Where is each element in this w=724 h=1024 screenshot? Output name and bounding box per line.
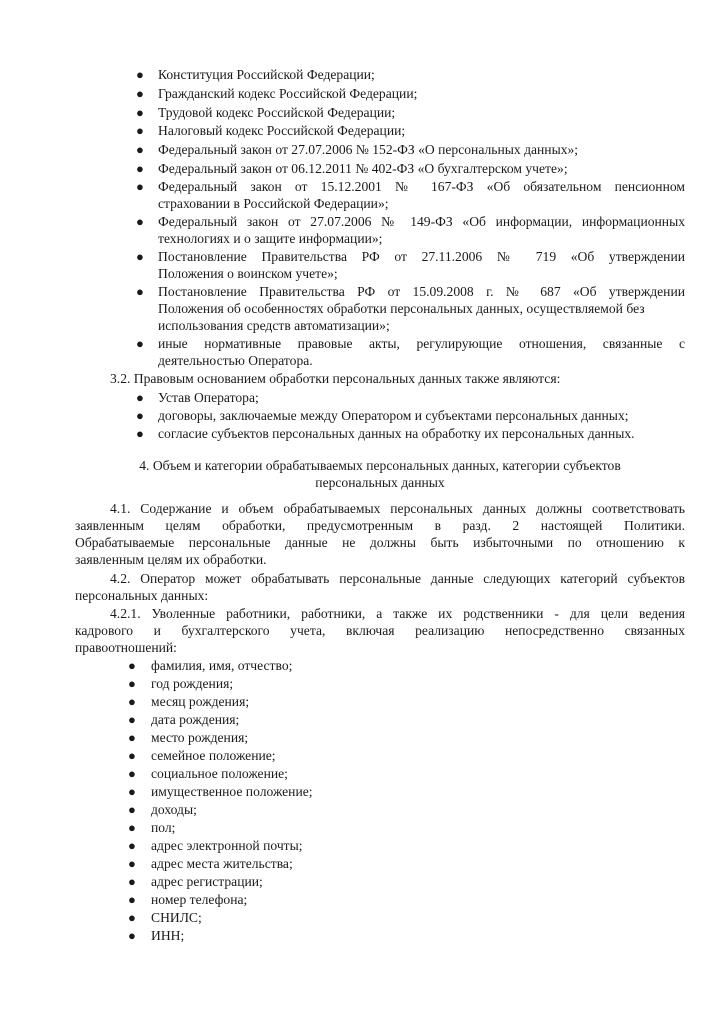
paragraph-line: персональных данных: [75, 588, 209, 603]
list-item: место рождения; [151, 730, 249, 745]
list-item-continuation: использования средств автоматизации»; [158, 318, 390, 333]
list-item: дата рождения; [151, 712, 240, 727]
paragraph-line: 4.2.1. Уволенные работники, работники, а также их родственники - для цели ведения [110, 606, 685, 621]
list-item: Федеральный закон от 27.07.2006 № 152-ФЗ «О персональных данных»; [158, 142, 579, 157]
bullet-icon: ● [128, 748, 136, 763]
list-item-continuation: деятельностью Оператора. [158, 353, 313, 368]
bullet-icon: ● [128, 802, 136, 817]
list-item: адрес электронной почты; [151, 838, 303, 853]
list-item: адрес места жительства; [151, 856, 293, 871]
bullet-icon: ● [128, 712, 136, 727]
list-item: год рождения; [151, 676, 234, 691]
list-item: Налоговый кодекс Российской Федерации; [158, 123, 406, 138]
list-item: Постановление Правительства РФ от 27.11.2006 № 719 «Об утверждении [158, 249, 685, 264]
bullet-icon: ● [136, 105, 144, 120]
bullet-icon: ● [128, 694, 136, 709]
list-item: Федеральный закон от 15.12.2001 № 167-ФЗ «Об обязательном пенсионном [158, 179, 685, 194]
bullet-icon: ● [136, 249, 144, 264]
paragraph-line: 4.2. Оператор может обрабатывать персональные данные следующих категорий субъектов [110, 571, 685, 586]
list-item-continuation: технологиях и о защите информации»; [158, 231, 383, 246]
list-item: месяц рождения; [151, 694, 250, 709]
bullet-icon: ● [136, 86, 144, 101]
bullet-icon: ● [136, 390, 144, 405]
paragraph-line: кадрового и бухгалтерского учета, включая реализацию непосредственно связанных [75, 623, 685, 638]
bullet-icon: ● [128, 910, 136, 925]
paragraph-line: заявленным целям их обработки. [75, 552, 267, 567]
bullet-icon: ● [136, 284, 144, 299]
list-item: согласие субъектов персональных данных на обработку их персональных данных. [158, 426, 635, 441]
bullet-icon: ● [128, 658, 136, 673]
list-item: доходы; [151, 802, 197, 817]
list-item-continuation: страховании в Российской Федерации»; [158, 196, 389, 211]
paragraph-line: Обрабатываемые персональные данные не должны быть избыточными по отношению к [75, 535, 685, 550]
bullet-icon: ● [136, 426, 144, 441]
list-item: Устав Оператора; [158, 390, 259, 405]
section-3-2-intro: 3.2. Правовым основанием обработки персональных данных также являются: [110, 371, 561, 386]
section-4-heading-line2: персональных данных [315, 475, 445, 490]
bullet-icon: ● [128, 784, 136, 799]
bullet-icon: ● [128, 874, 136, 889]
bullet-icon: ● [136, 179, 144, 194]
list-item: Федеральный закон от 27.07.2006 № 149-ФЗ «Об информации, информационных [158, 214, 685, 229]
bullet-icon: ● [136, 67, 144, 82]
bullet-icon: ● [128, 820, 136, 835]
section-4-heading: 4. Объем и категории обрабатываемых персональных данных, категории субъектов [139, 458, 621, 473]
bullet-icon: ● [136, 142, 144, 157]
paragraph-line: правоотношений: [75, 640, 177, 655]
list-item: договоры, заключаемые между Оператором и субъектами персональных данных; [158, 408, 629, 423]
list-item: Федеральный закон от 06.12.2011 № 402-ФЗ «О бухгалтерском учете»; [158, 161, 568, 176]
bullet-icon: ● [128, 892, 136, 907]
bullet-icon: ● [136, 161, 144, 176]
list-item: Постановление Правительства РФ от 15.09.2008 г. № 687 «Об утверждении [158, 284, 685, 299]
list-item: социальное положение; [151, 766, 288, 781]
paragraph-line: заявленным целям обработки, предусмотренным в разд. 2 настоящей Политики. [75, 518, 685, 533]
list-item: фамилия, имя, отчество; [151, 658, 293, 673]
list-item: иные нормативные правовые акты, регулирующие отношения, связанные с [158, 336, 685, 351]
paragraph-line: 4.1. Содержание и объем обрабатываемых персональных данных должны соответствовать [110, 501, 685, 516]
list-item: семейное положение; [151, 748, 276, 763]
bullet-icon: ● [136, 123, 144, 138]
list-item-continuation: Положения о воинском учете»; [158, 266, 338, 281]
list-item: имущественное положение; [151, 784, 313, 799]
list-item: Гражданский кодекс Российской Федерации; [158, 86, 418, 101]
list-item: Конституция Российской Федерации; [158, 67, 375, 82]
bullet-icon: ● [128, 928, 136, 943]
list-item: ИНН; [151, 928, 185, 943]
list-item: СНИЛС; [151, 910, 202, 925]
list-item: адрес регистрации; [151, 874, 263, 889]
bullet-icon: ● [128, 676, 136, 691]
list-item: пол; [151, 820, 176, 835]
list-item: номер телефона; [151, 892, 248, 907]
bullet-icon: ● [136, 408, 144, 423]
list-item-continuation: Положения об особенностях обработки персональных данных, осуществляемой без [158, 301, 645, 316]
list-item: Трудовой кодекс Российской Федерации; [158, 105, 396, 120]
bullet-icon: ● [128, 856, 136, 871]
bullet-icon: ● [128, 838, 136, 853]
bullet-icon: ● [136, 336, 144, 351]
bullet-icon: ● [128, 766, 136, 781]
bullet-icon: ● [128, 730, 136, 745]
bullet-icon: ● [136, 214, 144, 229]
